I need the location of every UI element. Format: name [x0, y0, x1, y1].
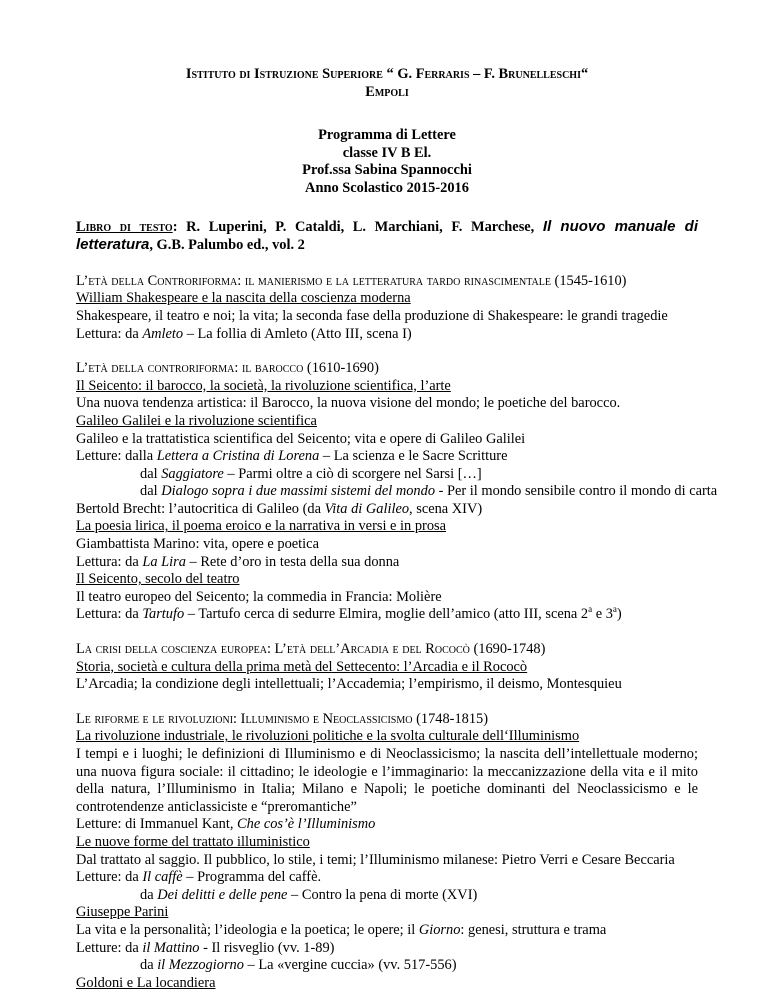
- reading-line: [76, 466, 698, 484]
- reading-text: – Tartufo cerca di sedurre Elmira, moglie dell’amico (atto III, scena 2: [184, 606, 589, 623]
- work-title: Amleto: [142, 325, 184, 342]
- reading-prefix: Letture: da: [76, 939, 143, 956]
- textbook-reference: [76, 218, 698, 255]
- reading-text: e 3: [592, 606, 613, 623]
- work-title: il Mezzogiorno: [157, 957, 244, 974]
- subsection-poesia-lirica: La poesia lirica, il poema eroico e la narrativa in versi e in prosa: [76, 518, 447, 535]
- subsection-shakespeare: William Shakespeare e la nascita della coscienza moderna: [76, 290, 411, 307]
- text-line: Dal trattato al saggio. Il pubblico, lo stile, i temi; l’Illuminismo milanese: Pietro Verri e Cesare Beccaria: [76, 851, 675, 868]
- reading-text: – Rete d’oro in testa della sua donna: [185, 553, 400, 570]
- program-title: [76, 127, 698, 145]
- work-title: Il caffè: [142, 869, 183, 886]
- reading-line: [76, 483, 718, 501]
- textbook-authors: : R. Luperini, P. Cataldi, L. Marchiani, F. Marchese,: [172, 218, 543, 235]
- class-label: classe IV B El.: [342, 144, 432, 161]
- section-title-illuminismo: Le riforme e le rivoluzioni: Illuminismo e Neoclassicismo (1748-1815): [76, 710, 489, 727]
- subsection-teatro: Il Seicento, secolo del teatro: [76, 571, 240, 588]
- reading-prefix: dal: [140, 483, 162, 500]
- section-title-barocco: L’età della controriforma: il barocco (1610-1690): [76, 360, 379, 377]
- text-line: Giambattista Marino: vita, opere e poetica: [76, 536, 319, 553]
- text-line: Shakespeare, il teatro e noi; la vita; la seconda fase della produzione di Shakespeare: le grandi tragedie: [76, 307, 668, 324]
- reading-prefix: Letture: di Immanuel Kant,: [76, 816, 238, 833]
- reading-prefix: Lettura: da: [76, 325, 143, 342]
- reading-line: [76, 448, 698, 466]
- text-line: Il teatro europeo del Seicento; la commedia in Francia: Molière: [76, 588, 442, 605]
- reading-prefix: Letture: da: [76, 869, 143, 886]
- reading-prefix: dal: [140, 465, 162, 482]
- reading-prefix: Lettura: da: [76, 606, 143, 623]
- reading-text: - Per il mondo sensibile contro il mondo di carta: [435, 483, 718, 500]
- text-line: Galileo e la trattatistica scientifica del Seicento; vita e opere di Galileo Galilei: [76, 430, 526, 447]
- reading-prefix: da: [140, 886, 158, 903]
- text-part: : genesi, struttura e trama: [460, 921, 607, 938]
- textbook-publisher: , G.B. Palumbo ed., vol. 2: [149, 237, 305, 254]
- work-title: Vita di Galileo: [324, 500, 410, 517]
- superscript: a: [612, 604, 617, 615]
- reading-text: – La scienza e le Sacre Scritture: [319, 448, 508, 465]
- reading-prefix: da: [140, 957, 158, 974]
- reading-prefix: Bertold Brecht: l’autocritica di Galileo (da: [76, 500, 325, 517]
- paragraph: I tempi e i luoghi; le definizioni di Illuminismo e di Neoclassicismo; la nascita dell’intellettuale moderno; una nuova figura sociale: il cittadino; le ideologie e l’immaginario: la meccanizzazione della vita e il mito della natura, l’Illuminismo in Italia; Milano e Napoli; le poetiche dominanti del Neoclassicismo e le controtendenze anticlassiciste e “preromantiche”: [76, 746, 698, 815]
- reading-text: – La follia di Amleto (Atto III, scena I): [183, 325, 412, 342]
- section-title-controriforma-manierismo: L’età della Controriforma: il manierismo e la letteratura tardo rinascimentale (1545-1610): [76, 272, 627, 289]
- work-title: La Lira: [142, 553, 186, 570]
- reading-prefix: Letture: dalla: [76, 448, 157, 465]
- reading-line: [76, 816, 698, 834]
- subsection-parini: Giuseppe Parini: [76, 904, 169, 921]
- reading-text: – Parmi oltre a ciò di scorgere nel Sarsi […]: [223, 465, 482, 482]
- reading-text: – La «vergine cuccia» (vv. 517-556): [243, 957, 457, 974]
- subsection-goldoni: Goldoni e La locandiera: [76, 974, 216, 991]
- text-part: La vita e la personalità; l’ideologia e la poetica; le opere; il: [76, 921, 419, 938]
- subsection-galileo: Galileo Galilei e la rivoluzione scientifica: [76, 412, 317, 429]
- teacher-name: Prof.ssa Sabina Spannocchi: [302, 162, 472, 179]
- subsection-settecento: Storia, società e cultura della prima metà del Settecento: l’Arcadia e il Rococò: [76, 658, 528, 675]
- reading-prefix: Lettura: da: [76, 553, 143, 570]
- reading-line: [76, 869, 698, 887]
- reading-text: , scena XIV): [409, 500, 483, 517]
- textbook-title: Il nuovo manuale di letteratura: [76, 217, 698, 254]
- subsection-seicento: Il Seicento: il barocco, la società, la rivoluzione scientifica, l’arte: [76, 377, 451, 394]
- text-line: [76, 922, 698, 940]
- work-title: Tartufo: [142, 606, 185, 623]
- work-title: Giorno: [418, 921, 461, 938]
- reading-line: [76, 554, 698, 572]
- superscript: a: [588, 604, 593, 615]
- subsection-rivoluzioni: La rivoluzione industriale, le rivoluzioni politiche e la svolta culturale dell‘Illuminismo: [76, 728, 580, 745]
- reading-text: – Programma del caffè.: [182, 869, 322, 886]
- program-label: Programma di Lettere: [318, 127, 456, 144]
- work-title: Che cos’è l’Illuminismo: [237, 816, 376, 833]
- work-title: Dei delitti e delle pene: [157, 886, 288, 903]
- subsection-trattato: Le nuove forme del trattato illuministico: [76, 833, 310, 850]
- reading-line: [76, 940, 698, 958]
- institute-city: Empoli: [365, 83, 409, 100]
- section-title-arcadia: La crisi della coscienza europea: L’età dell’Arcadia e del Rococò (1690-1748): [76, 641, 546, 658]
- page-content: [76, 66, 718, 992]
- reading-line: [76, 887, 698, 905]
- text-line: L’Arcadia; la condizione degli intellettuali; l’Accademia; l’empirismo, il deismo, Montesquieu: [76, 676, 622, 693]
- reading-line: [76, 957, 698, 975]
- institute-name: Istituto di Istruzione Superiore “ G. Ferraris – F. Brunelleschi“: [185, 66, 589, 82]
- reading-line: [76, 606, 698, 624]
- work-title: Lettera a Cristina di Lorena: [156, 448, 320, 465]
- work-title: Saggiatore: [161, 465, 224, 482]
- textbook-label: Libro di testo: [76, 218, 173, 235]
- school-year: Anno Scolastico 2015-2016: [305, 179, 469, 196]
- work-title: Dialogo sopra i due massimi sistemi del mondo: [161, 483, 436, 500]
- text-line: Una nuova tendenza artistica: il Barocco, la nuova visione del mondo; le poetiche del barocco.: [76, 395, 621, 412]
- reading-text: – Contro la pena di morte (XVI): [287, 886, 478, 903]
- reading-line: [76, 501, 698, 519]
- reading-line: [76, 326, 698, 344]
- work-title: il Mattino: [142, 939, 200, 956]
- reading-text: - Il risveglio (vv. 1-89): [199, 939, 335, 956]
- reading-text: ): [616, 606, 622, 623]
